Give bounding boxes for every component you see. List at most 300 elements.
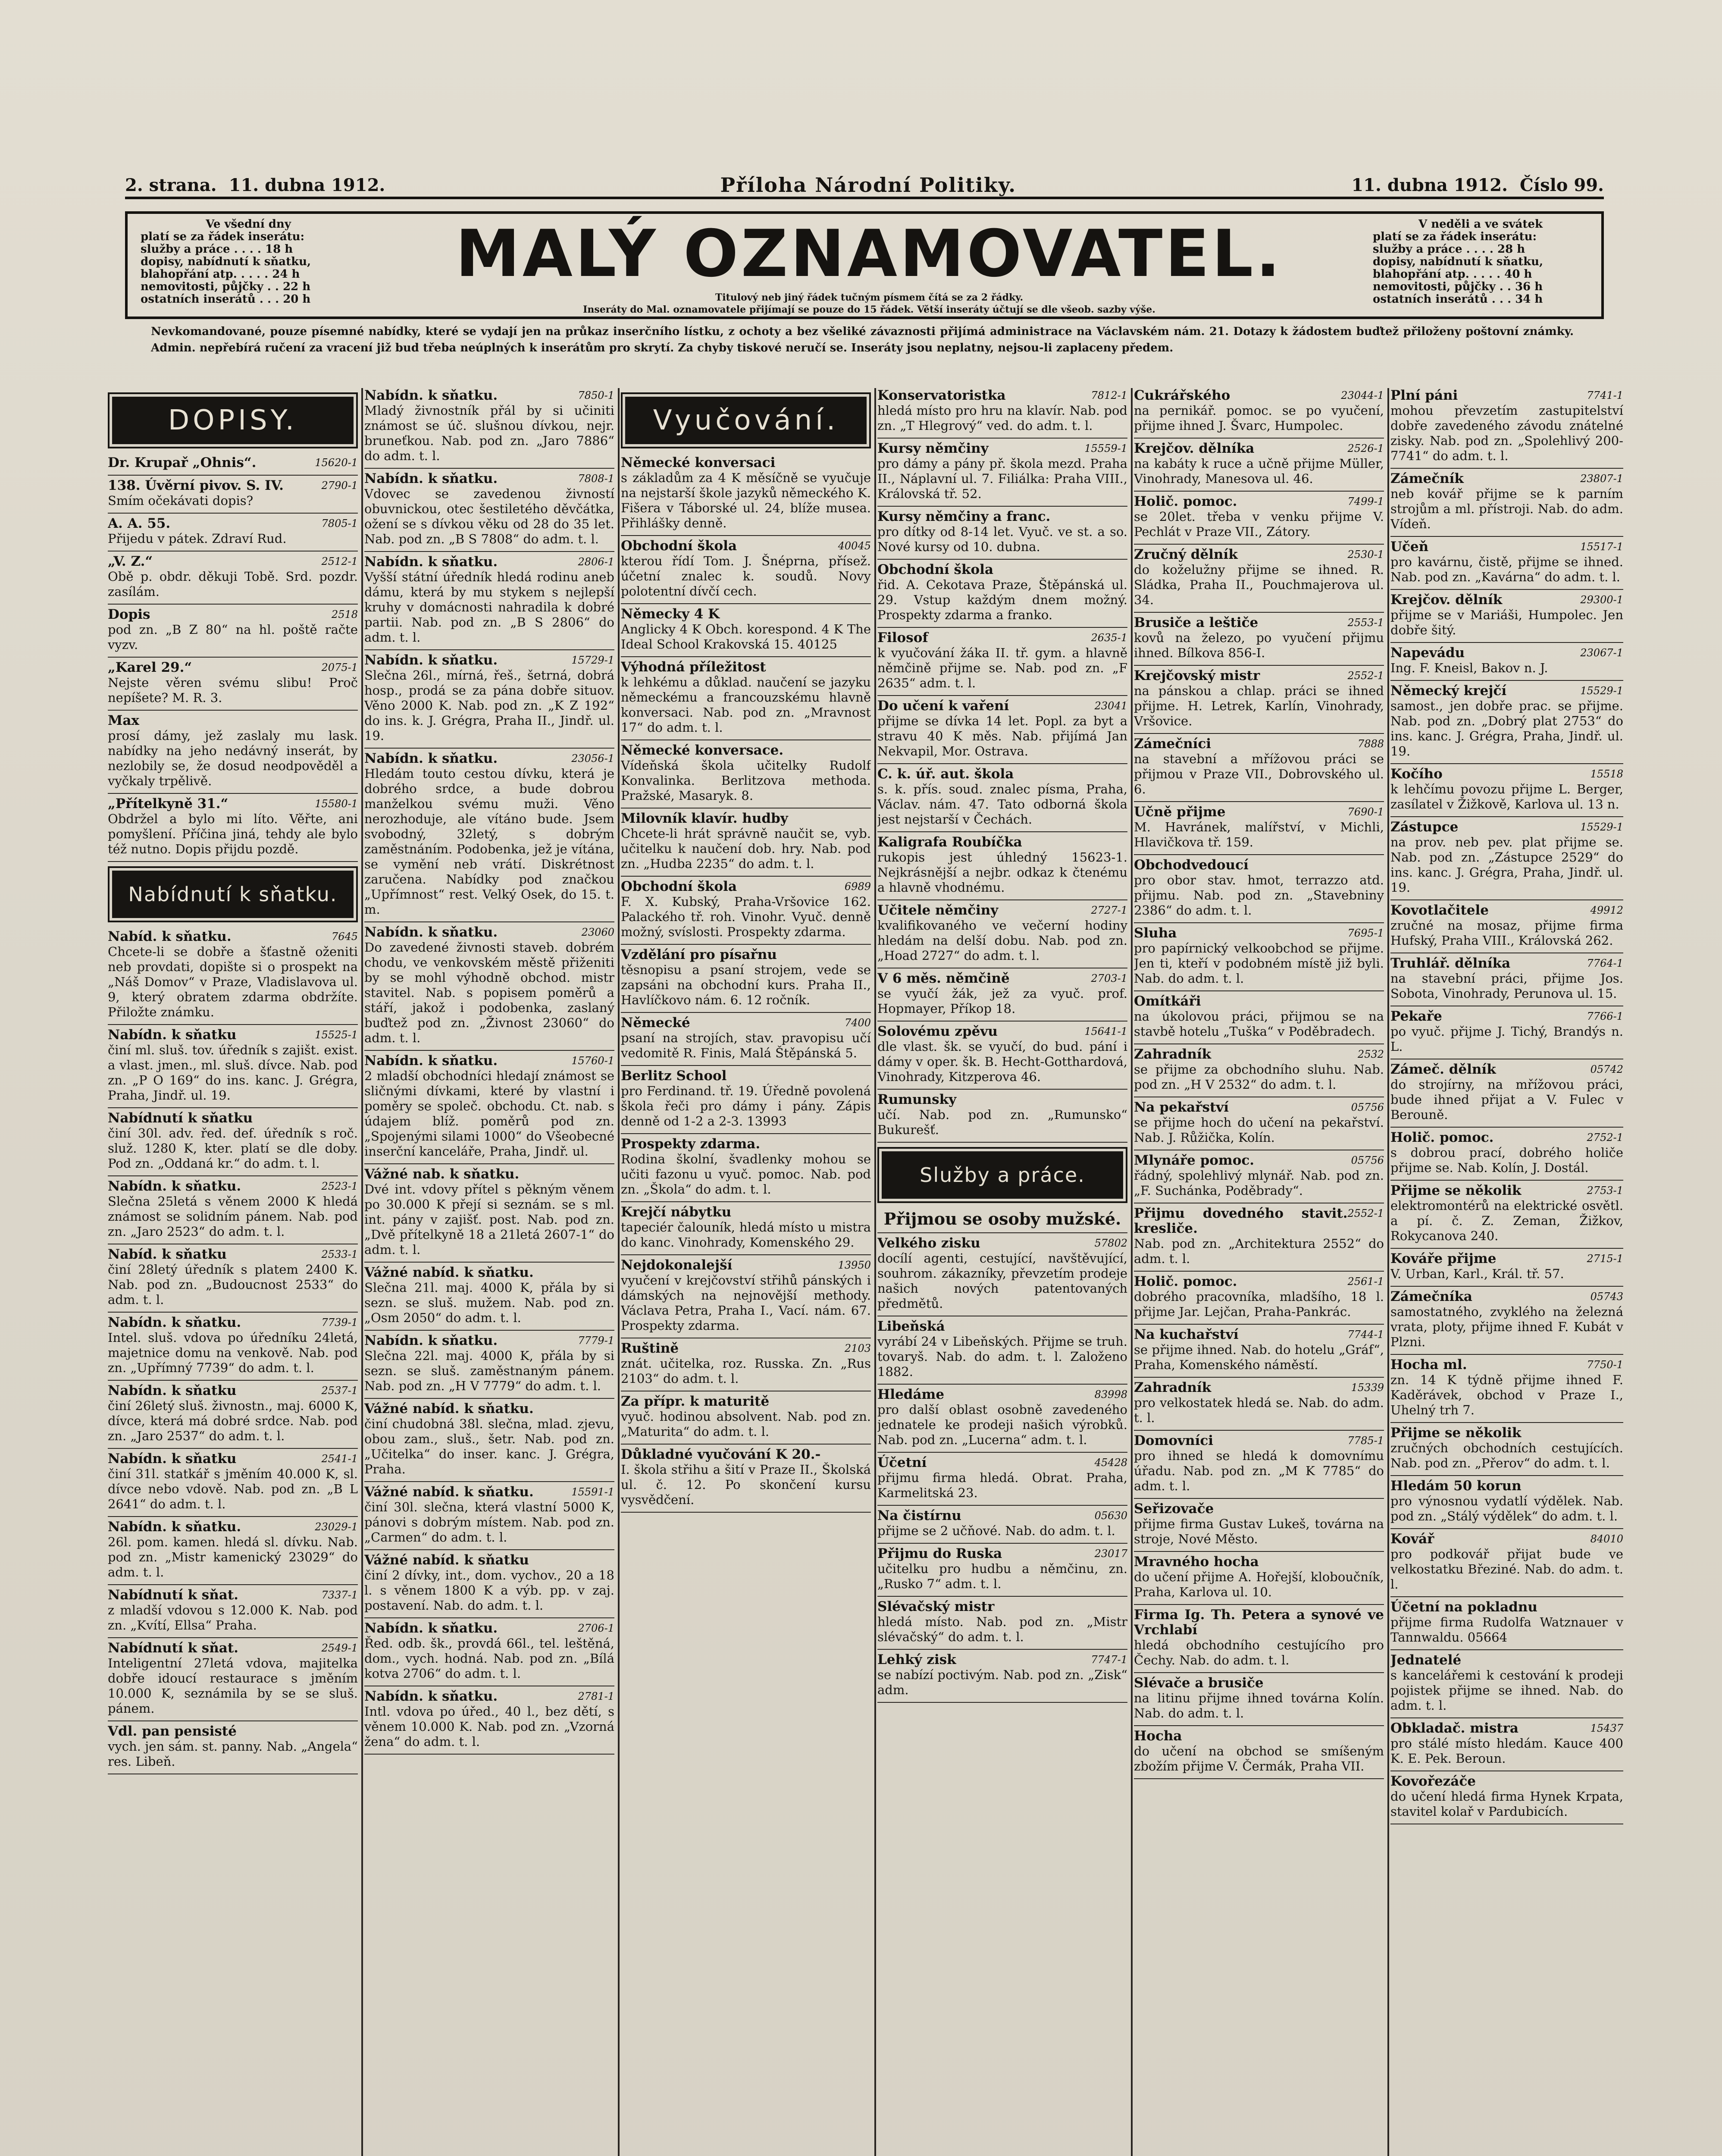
ad-separator [364,649,614,650]
ad-body: zručných obchodních cestujících. Nab. pod zn. „Přerov“ do adm. t. l. [1390,1441,1623,1470]
ad-number: 7750-1 [1587,1359,1623,1371]
ad-body: Anglicky 4 K Obch. korespond. 4 K The Ideal School Krakovská 15. 40125 [621,622,871,652]
ad-headline: Nabídn. k sňatku. [364,652,498,668]
ad-body: na litinu přijme ihned továrna Kolín. Nab. do adm. t. l. [1134,1691,1384,1720]
classified-ad [621,1394,871,1439]
ad-separator [1134,1430,1384,1431]
ad-body: na stavební a mřížovou práci se přijmou v Praze VII., Dobrovského ul. 6. [1134,752,1384,796]
ad-separator [364,1163,614,1164]
ad-headline: Vážné nabíd. k sňatku [364,1552,529,1568]
classified-ad [1134,1554,1384,1600]
ad-headline: Účetní na pokladnu [1390,1599,1537,1615]
classified-ad [1390,1251,1623,1282]
ad-body: docílí agenti, cestující, navštěvující, souhrom. zákazníky, převzetím prodeje našich nových patentovaných předmětů. [877,1251,1127,1311]
ad-separator [1134,854,1384,855]
ad-headline: „Přítelkyně 31.“ [108,796,229,812]
ad-headline: Zahradník [1134,1380,1212,1395]
classified-ad [621,1015,871,1061]
ad-body: Obdržel a bylo mi líto. Věřte, ani pomyšlení. Příčina jiná, tehdy ale bylo též nutno. Dopis přijdu pozdě. [108,812,358,856]
ad-body: pod zn. „B Z 80“ na hl. poště račte vyzv. [108,622,358,652]
ad-headline: Truhlář. dělníka [1390,956,1511,971]
ad-number: 05743 [1590,1291,1623,1303]
ad-separator [108,1175,358,1176]
column-rule [874,388,876,2156]
ad-headline: Solovému zpěvu [877,1024,998,1039]
ad-body: činí 2 dívky, int., dom. vychov., 20 a 18 l. s věnem 1800 K a výb. pp. v zaj. postavení. Nab. do adm. t. l. [364,1568,614,1613]
ad-body: s dobrou prací, dobrého holiče přijme se. Nab. Kolín, J. Dostál. [1390,1145,1623,1175]
ad-body: pro papírnický velkoobchod se přijme. Jen ti, kteří v podobném místě již byli. Nab. do adm. t. l. [1134,941,1384,986]
ad-number: 2532 [1357,1048,1384,1060]
ad-separator [877,1505,1127,1506]
classified-ad [1390,1183,1623,1244]
ad-headline: Hocha ml. [1390,1357,1467,1373]
ad-headline: Učitele němčiny [877,903,999,918]
ad-number: 05742 [1590,1063,1623,1075]
ad-headline: Slévačský mistr [877,1599,995,1614]
masthead [125,211,1604,319]
ad-separator [364,1050,614,1051]
ad-headline: Krejčovský mistr [1134,668,1260,683]
issue-date-right: 11. dubna 1912. [1351,175,1508,195]
ad-number: 2703-1 [1091,972,1127,984]
ad-separator [877,559,1127,560]
classified-ad [1134,547,1384,608]
ad-body: k lehkému a důklad. naučení se jazyku německému a francouzskému hlavně konversaci. Nab. pod zn. „Mravnost 17“ do adm. t. l. [621,675,871,735]
ad-headline: Nabídn. k sňatku. [364,1333,498,1348]
ad-number: 15339 [1351,1382,1384,1394]
ad-headline: „Karel 29.“ [108,660,192,675]
ad-number: 15580-1 [315,798,358,810]
ad-headline: Firma Ig. Th. Petera a synové ve Vrchlabí [1134,1607,1384,1638]
classified-ad [1134,1380,1384,1426]
ad-headline: Nabídn. k sňatku. [364,1620,498,1636]
column-3 [621,388,871,2156]
classified-ad [1134,1729,1384,1774]
ad-headline: Nabídn. k sňatku. [108,1315,241,1330]
ad-separator [108,793,358,794]
ad-number: 2727-1 [1091,904,1127,916]
ad-body: znát. učitelka, roz. Russka. Zn. „Rus 2103“ do adm. t. l. [621,1356,871,1386]
ad-headline: Obchodní škola [621,538,737,554]
ad-number: 15529-1 [1580,821,1623,833]
ad-separator [621,1012,871,1013]
ad-number: 2781-1 [578,1690,614,1702]
ad-separator [364,921,614,922]
classified-ad [1390,592,1623,638]
ad-body: se přijme ihned. Nab. do hotelu „Gráf“, Praha, Komenského náměstí. [1134,1342,1384,1372]
ad-headline: Zástupce [1390,819,1459,835]
ad-body: Rodina školní, švadlenky mohou se učiti fazonu u vyuč. pomoc. Nab. pod zn. „Škola“ do adm. t. l. [621,1152,871,1197]
ad-headline: Kovotlačitele [1390,903,1489,918]
ad-body: Nab. pod zn. „Architektura 2552“ do adm. t. l. [1134,1236,1384,1266]
ad-number: 2541-1 [321,1453,358,1465]
ad-body: pro velkostatek hledá se. Nab. do adm. t. l. [1134,1395,1384,1425]
ad-headline: Dopis [108,607,150,622]
ad-headline: Libeňská [877,1319,945,1334]
ad-number: 2552-1 [1347,670,1384,682]
ad-separator [1134,491,1384,492]
ad-separator [1134,801,1384,802]
classified-ad [364,1053,614,1159]
ad-separator [108,861,358,862]
ad-separator [1390,589,1623,590]
ad-headline: Lehký zisk [877,1652,956,1667]
ad-headline: Dr. Krupař „Ohnis“. [108,455,257,470]
classified-ad [108,1179,358,1239]
ad-separator [1134,1498,1384,1499]
ad-body: V. Urban, Karl., Král. tř. 57. [1390,1266,1564,1281]
ad-separator [108,551,358,552]
ad-body: zručné na mosaz, přijme firma Hufský, Praha VIII., Královská 262. [1390,918,1623,948]
price-line: dopisy, nabídnutí k sňatku, [141,255,311,268]
supplement-title: Příloha Národní Politiky. [720,173,1017,197]
ad-headline: Obchodvedoucí [1134,857,1249,873]
classified-ad [877,1319,1127,1379]
header-left [125,175,385,195]
ad-headline: Přijme se několik [1390,1183,1522,1198]
ad-separator [1390,1354,1623,1355]
ad-body: se přijme hoch do učení na pekařství. Nab. J. Růžička, Kolín. [1134,1115,1384,1145]
classified-ad [1134,1153,1384,1198]
ad-body: Smím očekávati dopis? [108,493,254,508]
ad-body: Dvé int. vdovy přítel s pěkným věnem po 30.000 K přejí si seznám. se s ml. int. pány v zajišť. post. Nab. pod zn. „Dvě přítelkyně 18 a 21letá 2607-1“ do adm. t. l. [364,1182,614,1257]
ad-number: 83998 [1094,1388,1127,1401]
ad-body: hledá obchodního cestujícího pro Čechy. Nab. do adm. t. l. [1134,1638,1384,1667]
ad-body: do učení hledá firma Hynek Krpata, stavitel kolař v Pardubicích. [1390,1789,1623,1819]
ad-separator [1134,1672,1384,1673]
ad-number: 7812-1 [1091,389,1127,401]
classified-ad [877,1455,1127,1501]
ad-body: po vyuč. přijme J. Tichý, Brandýs n. L. [1390,1024,1623,1054]
section-heading-dopisy: DOPISY. [108,392,358,448]
ad-number: 57802 [1094,1237,1127,1249]
ad-headline: Kursy němčiny a franc. [877,509,1051,524]
ad-body: vyučení v krejčovství střihů pánských i dámských na nejnovější methody. Václava Petra, Praha I., Vací. nám. 67. Prospekty zdarma. [621,1273,871,1333]
classified-ad [877,1652,1127,1698]
ad-separator [1390,1422,1623,1423]
ad-body: samost., jen dobře prac. se přijme. Nab. pod zn. „Dobrý plat 2753“ do ins. kanc. J. Grégra, Praha, Jindř. ul. 19. [1390,699,1623,758]
ad-number: 2635-1 [1091,632,1127,644]
ad-number: 2752-1 [1587,1131,1623,1144]
ad-headline: Krejčí nábytku [621,1204,732,1220]
classified-ad [1134,994,1384,1039]
classified-ad [1390,1357,1623,1418]
ad-headline: Zámečníci [1134,736,1212,752]
ad-headline: Hledáme [877,1387,945,1402]
ad-body: na prov. neb pev. plat přijme se. Nab. pod zn. „Zástupce 2529“ do ins. kanc. J. Grégra, Praha, Jindř. ul. 19. [1390,835,1623,895]
classified-ad [364,555,614,645]
ad-number: 2790-1 [321,479,358,492]
ad-number: 29300-1 [1580,594,1623,606]
ad-headline: Nabídn. k sňatku. [364,471,498,486]
ad-headline: Nabídnutí k sňat. [108,1640,238,1656]
ad-separator [621,1133,871,1134]
ad-body: přijme firma Gustav Lukeš, továrna na stroje, Nové Město. [1134,1517,1384,1546]
section-heading-sluzby: Služby a práce. [877,1147,1127,1203]
ad-headline: Jednatelé [1390,1652,1462,1668]
ad-number: 13950 [838,1259,871,1271]
ad-headline: Vážné nabíd. k sňatku. [364,1484,534,1500]
ad-number: 7747-1 [1091,1654,1127,1666]
ad-headline: Nabídnutí k sňat. [108,1587,238,1603]
ad-separator [1134,1778,1384,1779]
ad-body: činí chudobná 38l. slečna, mlad. zjevu, obou zam., sluš., šetr. Nab. pod zn. „Učitelka“ do inser. kanc. J. Grégra, Praha. [364,1416,614,1476]
ad-body: činí 30l. slečna, která vlastní 5000 K, pánovi s dobrým místem. Nab. pod zn. „Carmen“ do adm. t. l. [364,1500,614,1545]
ad-number: 7764-1 [1587,957,1623,969]
ad-number: 2537-1 [321,1385,358,1397]
classified-ad [1390,903,1623,948]
classified-ad [1390,1479,1623,1524]
ad-body: pro dítky od 8-14 let. Vyuč. ve st. a so. Nové kursy od 10. dubna. [877,524,1127,554]
classified-ad [877,767,1127,827]
ad-headline: Obchodní škola [877,562,994,577]
ad-number: 23807-1 [1580,473,1623,485]
ad-headline: Pekaře [1390,1009,1442,1024]
classified-ad [1134,388,1384,433]
ad-body: Chcete-li hrát správně naučit se, vyb. učitelku k naučení dob. hry. Nab. pod zn. „Hudba 2235“ do adm. t. l. [621,826,871,871]
ad-headline: Německé konversace. [621,743,784,758]
ad-headline: Holič. pomoc. [1134,494,1237,509]
ad-headline: Na kuchařství [1134,1327,1239,1342]
price-line: služby a práce . . . . 18 h [141,243,293,256]
ad-headline: V 6 měs. němčině [877,971,1010,986]
ad-body: hledá místo pro hru na klavír. Nab. pod zn. „T Hlegrový“ ved. do adm. t. l. [877,403,1127,433]
ad-separator [621,1444,871,1445]
ad-separator [1390,1127,1623,1128]
price-line: platí se za řádek inserátu: [1373,230,1537,243]
ad-headline: Vdl. pan pensisté [108,1724,237,1739]
ad-body: do učení na obchod se smíšeným zbožím přijme V. Čermák, Praha VII. [1134,1744,1384,1774]
header-right [1351,175,1604,195]
ad-separator [621,535,871,536]
ad-headline: Prospekty zdarma. [621,1136,761,1152]
ad-separator [364,551,614,552]
classified-ad [621,660,871,735]
ad-body: pro ihned se hledá k domovnímu úřadu. Nab. pod zn. „M K 7785“ do adm. t. l. [1134,1448,1384,1493]
classified-ad [108,1641,358,1716]
classified-ad [877,1599,1127,1645]
ad-number: 7645 [331,931,358,943]
ad-headline: Nabídn. k sňatku. [364,388,498,403]
classified-ad [621,1341,871,1386]
ad-headline: Napevádu [1390,645,1465,661]
ad-body: Nejste věren svému slibu! Proč nepíšete? M. R. 3. [108,675,358,705]
ad-body: Hledám touto cestou dívku, která je dobrého srdce, a bude dobrou manželkou svému muži. Věno nerozhoduje, ale vítáno bude. Jsem svobodný, 32letý, s dobrým zaměstnáním. Podobenka, jež je vítána, se vymění neb vrátí. Diskrétnost zaručena. Nabídky pod značkou „Upřímnost“ rest. Velký Osek, do 15. t. m. [364,766,614,917]
ad-headline: Holič. pomoc. [1134,1274,1237,1289]
ad-separator [877,1596,1127,1597]
ad-headline: Seřizovače [1134,1501,1214,1517]
ad-headline: Rumunsky [877,1092,957,1107]
ad-body: pro dámy a pány př. škola mezd. Praha II., Náplavní ul. 7. Filiálka: Praha VIII., Královská tř. 52. [877,456,1127,501]
ad-separator [108,1024,358,1025]
ad-number: 7337-1 [321,1589,358,1601]
price-box-holiday [1368,216,1593,316]
column-2 [364,388,614,2156]
column-rule [361,388,363,2156]
ad-separator [108,1448,358,1449]
ad-separator [108,1107,358,1108]
ad-number: 05630 [1094,1510,1127,1522]
classified-ad [1390,1774,1623,1819]
classified-ad [621,607,871,652]
ad-headline: Učně přijme [1134,804,1226,820]
ad-separator [621,656,871,657]
ad-body: na pernikář. pomoc. se po vyučení, přijme ihned J. Švarc, Humpolec. [1134,403,1384,433]
classified-ad [621,811,871,871]
ad-headline: Vážné nab. k sňatku. [364,1166,520,1182]
ad-separator [1134,665,1384,666]
ad-body: se 20let. třeba v venku přijme V. Pechlát v Praze VII., Zátory. [1134,509,1384,539]
column-4 [877,388,1127,2156]
classified-ad [621,1069,871,1129]
classified-ad [1390,1062,1623,1122]
ad-separator [108,1380,358,1381]
ad-subheading: Přijmou se osoby mužské. [883,1209,1121,1228]
ad-headline: Cukrářského [1134,388,1230,403]
ad-number: 7499-1 [1347,495,1384,508]
classified-ad [108,1383,358,1444]
classified-ad [1390,1653,1623,1713]
ad-separator [1134,1604,1384,1605]
ad-headline: Německé konversaci [621,455,776,470]
classified-ad [364,471,614,547]
ad-headline: Nabídn. k sňatku. [364,554,498,570]
ad-separator [1390,816,1623,817]
ad-body: M. Havránek, malířství, v Michli, Hlavičkova tř. 159. [1134,820,1384,849]
ad-headline: Zručný dělník [1134,547,1238,562]
ad-body: Vdovec se zavedenou živností obuvnickou, otec šestiletého děvčátka, ožení se s dívkou věku od 28 do 35 let. Nab. pod zn. „B S 7808“ do adm. t. l. [364,486,614,546]
ad-headline: Výhodná příležitost [621,659,766,675]
ad-number: 7808-1 [578,473,614,485]
ad-number: 2075-1 [321,661,358,674]
classified-ad [364,925,614,1046]
ad-body: se nabízí poctivým. Nab. pod zn. „Zisk“ adm. [877,1667,1127,1697]
classified-ad [877,1508,1127,1539]
classified-ad [1134,1608,1384,1668]
ad-number: 7805-1 [321,517,358,530]
ad-number: 15518 [1590,768,1623,780]
ad-body: Obě p. obdr. děkuji Tobě. Srd. pozdr. zasílám. [108,569,358,599]
classified-ad [1390,767,1623,812]
ad-body: Vídeňská škola učitelky Rudolf Konvalinka. Berlitzova methoda. Pražské, Masaryk. 8. [621,758,871,803]
ad-body: dobrého pracovníka, mladšího, 18 l. přijme Jar. Lejčan, Praha-Pankrác. [1134,1289,1384,1319]
ad-separator [877,899,1127,900]
administration-notice: Nevkomandované, pouze písemné nabídky, které se vydají jen na průkaz inserčního lístku, z ochoty a bez všeliké závaznosti přijímá administrace na Václavském nám. 21. Dotazy k žádostem buďtež přiloženy poštovní známky. Admin. nepřebírá ručení za vracení již bud třeba neúplných k inserátům pro skrytí. Za chyby tiskové neručí se. Inseráty jsou neplatny, nejsou-li zaplaceny předem. [151,325,1574,354]
classified-ad [364,1167,614,1257]
ad-separator [1134,922,1384,923]
ad-separator [1390,1528,1623,1529]
ad-headline: Omítkáři [1134,993,1201,1009]
ad-headline: Učeň [1390,539,1429,555]
ad-body: tapeciér čalouník, hledá místo u mistra do kanc. Vinohrady, Komenského 29. [621,1220,871,1250]
classified-ad [1390,956,1623,1001]
ad-separator [877,1232,1127,1233]
issue-date-left: 11. dubna 1912. [229,175,385,195]
ad-headline: Obkladač. mistra [1390,1720,1519,1736]
ad-body: činí 28letý úředník s platem 2400 K. Nab. pod zn. „Budoucnost 2533“ do adm. t. l. [108,1262,358,1307]
ad-separator [1390,899,1623,900]
ad-number: 7400 [844,1017,871,1029]
ad-headline: Kováře přijme [1390,1251,1497,1266]
ad-body: vyrábí 24 v Libeňských. Přijme se truh. tovaryš. Nab. do adm. t. l. Založeno 1882. [877,1334,1127,1379]
classified-ad [108,516,358,546]
ad-body: přijme se v Mariáši, Humpolec. Jen dobře šitý. [1390,608,1623,637]
ad-body: Intel. sluš. vdova po úředníku 24letá, majetnice domu na venkově. Nab. pod zn. „Upřímný 7739“ do adm. t. l. [108,1330,358,1375]
classified-ad [877,509,1127,555]
ad-body: na úkolovou práci, přijmou se na stavbě hotelu „Tuška“ v Poděbradech. [1134,1009,1384,1039]
ad-body: zn. 14 K týdně přijme ihned F. Kaděrávek, obchod v Praze I., Uhelný trh 7. [1390,1373,1623,1417]
ad-body: F. X. Kubský, Praha-Vršovice 162. Palackého tř. roh. Vinohr. Vyuč. denně možný, svíslosti. Prospekty zdarma. [621,894,871,939]
ad-headline: Krejčov. dělník [1390,592,1503,608]
ad-headline: Ruštině [621,1341,679,1356]
ad-headline: Milovník klavír. hudby [621,811,788,826]
ad-headline: Velkého zisku [877,1235,980,1251]
ad-number: 15591-1 [571,1486,614,1498]
ad-separator [877,506,1127,507]
classified-ad [364,1485,614,1545]
classified-ad [364,388,614,464]
ad-body: pro obor stav. hmot, terrazzo atd. přijmu. Nab. pod zn. „Stavebniny 2386“ do adm. t. l. [1134,873,1384,918]
classified-ad [108,660,358,705]
ad-number: 15525-1 [315,1029,358,1041]
classified-ad [621,1258,871,1333]
ad-headline: „V. Z.“ [108,554,153,569]
ad-number: 23067-1 [1580,647,1623,659]
classified-ad [1390,1130,1623,1175]
ad-headline: Vzdělání pro písařnu [621,947,777,962]
classified-ad [1390,646,1623,676]
ad-separator [364,468,614,469]
ad-number: 40045 [838,540,871,552]
ad-separator [1134,1377,1384,1378]
ad-separator [1390,680,1623,681]
ad-separator [1134,1551,1384,1552]
ad-separator [877,831,1127,832]
ad-number: 23044-1 [1341,389,1384,401]
ad-separator [364,1330,614,1331]
ad-separator [108,475,358,476]
ad-body: Slečna 21l. maj. 4000 K, přála by si sezn. se sluš. mužem. Nab. pod zn. „Osm 2050“ do adm. t. l. [364,1280,614,1325]
price-line: ostatních inserátů . . . 34 h [1373,293,1543,306]
ad-number: 15620-1 [315,457,358,469]
ad-headline: Přijme se několik [1390,1425,1522,1441]
ad-headline: Max [108,713,139,728]
ad-separator [364,748,614,749]
ad-separator [108,657,358,658]
ad-separator [877,1649,1127,1650]
ad-body: Vyšší státní úředník hledá rodinu aneb dámu, která by mu stykem s nejlepší kruhy v domácnosti nahradila k dobré partii. Nab. pod zn. „B S 2806“ do adm. t. l. [364,570,614,645]
classified-ad [108,455,358,470]
classified-ad [1134,1047,1384,1092]
ad-number: 23017 [1094,1548,1127,1560]
ad-body: do učení přijme A. Hořejší, kloboučník, Praha, Karlova ul. 10. [1134,1570,1384,1599]
ad-headline: Nabídn. k sňatku. [364,1689,498,1704]
ad-body: dle vlast. šk. se vyučí, do bud. pání i dámy v oper. šk. B. Hecht-Gotthardová, Vinohrady, Kitzperova 46. [877,1039,1127,1084]
classified-ad [1390,471,1623,532]
classified-ad [877,1092,1127,1138]
ad-headline: Brusiče a leštiče [1134,615,1259,630]
price-box-weekday [136,216,360,316]
classified-ad [1134,1676,1384,1721]
ad-headline: Kočího [1390,766,1443,782]
ad-headline: Kovář [1390,1531,1434,1547]
ad-number: 2103 [844,1342,871,1354]
ad-body: pro kavárnu, čistě, přijme se ihned. Nab. pod zn. „Kavárna“ do adm. t. l. [1390,555,1623,584]
classified-ad [1134,1501,1384,1547]
price-line: ostatních inserátů . . . 20 h [141,293,311,306]
ad-number: 2553-1 [1347,617,1384,629]
ad-number: 15529-1 [1580,685,1623,697]
